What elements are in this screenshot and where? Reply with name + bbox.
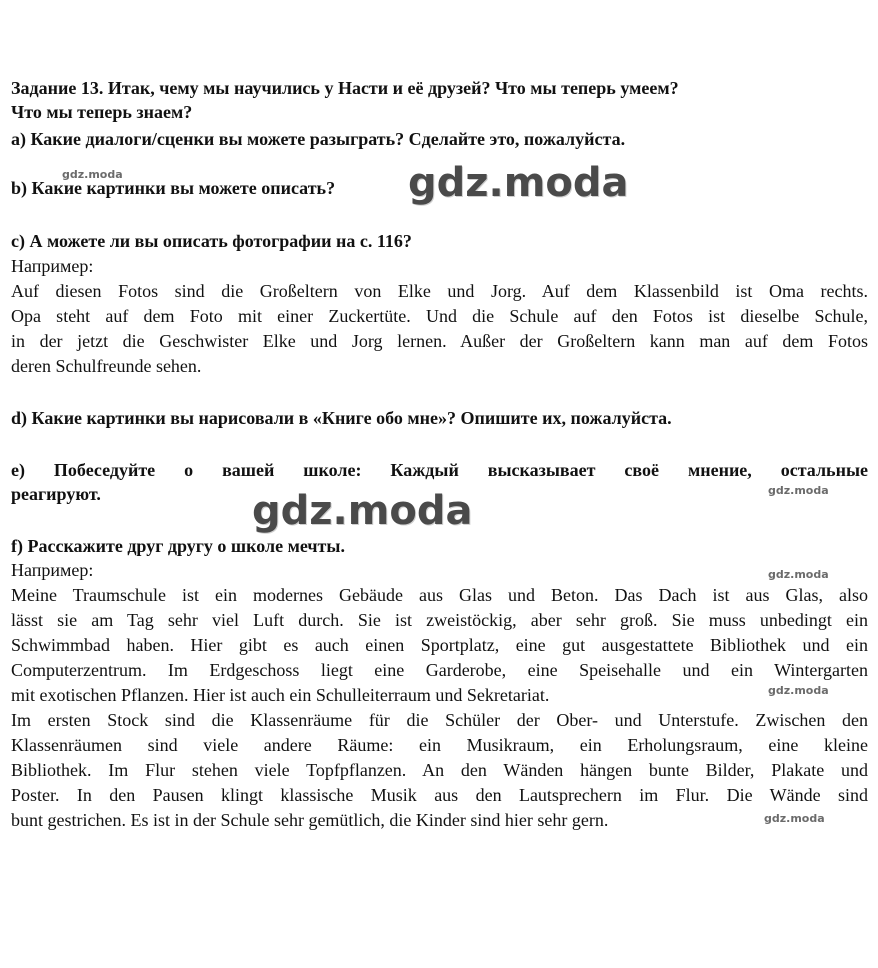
answer-f-line: Im ersten Stock sind die Klassenräume für die Schüler der Ober- und Unterstufe. Zwischen den [11,710,868,730]
question-f: f) Расскажите друг другу о школе мечты. [11,536,345,556]
answer-f-line: Bibliothek. Im Flur stehen viele Topfpflanzen. An den Wänden hängen bunte Bilder, Plakate und [11,760,868,780]
example-label-c: Например: [11,256,94,276]
watermark-small: gdz.moda [768,684,829,697]
answer-f-line: bunt gestrichen. Es ist in der Schule sehr gemütlich, die Kinder sind hier sehr gern. [11,810,609,830]
answer-f-line: Meine Traumschule ist ein modernes Gebäude aus Glas und Beton. Das Dach ist aus Glas, also [11,585,868,605]
question-a: а) Какие диалоги/сценки вы можете разыграть? Сделайте это, пожалуйста. [11,129,626,149]
answer-c-line: in der jetzt die Geschwister Elke und Jorg lernen. Außer der Großeltern kann man auf dem Fotos [11,331,868,351]
answer-f-line: Computerzentrum. Im Erdgeschoss liegt eine Garderobe, eine Speisehalle und ein Wintergarten [11,660,868,680]
question-b: b) Какие картинки вы можете описать? [11,178,336,198]
answer-f-line: lässt sie am Tag sehr viel Luft durch. Sie ist zweistöckig, aber sehr groß. Sie muss unbedingt ein [11,610,868,630]
watermark-small: gdz.moda [764,812,825,825]
example-label-f: Например: [11,560,94,580]
answer-f-line: Poster. In den Pausen klingt klassische Musik aus den Lautsprechern im Flur. Die Wände sind [11,785,868,805]
question-e-line1: е) Побеседуйте о вашей школе: Каждый высказывает своё мнение, остальные [11,460,868,480]
question-d: d) Какие картинки вы нарисовали в «Книге обо мне»? Опишите их, пожалуйста. [11,408,672,428]
answer-f-line: mit exotischen Pflanzen. Hier ist auch ein Schulleiterraum und Sekretariat. [11,685,550,705]
watermark-logo: gdz.moda [252,488,473,534]
question-e-line2: реагируют. [11,484,101,504]
task-title-line1: Задание 13. Итак, чему мы научились у Насти и её друзей? Что мы теперь умеем? [11,78,679,98]
question-c: с) А можете ли вы описать фотографии на с. 116? [11,231,412,251]
task-title-line2: Что мы теперь знаем? [11,102,193,122]
watermark-small: gdz.moda [768,568,829,581]
answer-c-line: deren Schulfreunde sehen. [11,356,202,376]
watermark-logo: gdz.moda [408,160,629,206]
answer-f-line: Klassenräumen sind viele andere Räume: ein Musikraum, ein Erholungsraum, eine kleine [11,735,868,755]
watermark-small: gdz.moda [62,168,123,181]
watermark-small: gdz.moda [768,484,829,497]
answer-c-line: Auf diesen Fotos sind die Großeltern von Elke und Jorg. Auf dem Klassenbild ist Oma rechts. [11,281,868,301]
answer-f-line: Schwimmbad haben. Hier gibt es auch einen Sportplatz, eine gut ausgestattete Bibliothek und ein [11,635,868,655]
answer-c-line: Opa steht auf dem Foto mit einer Zuckertüte. Und die Schule auf den Fotos ist dieselbe Schule, [11,306,868,326]
